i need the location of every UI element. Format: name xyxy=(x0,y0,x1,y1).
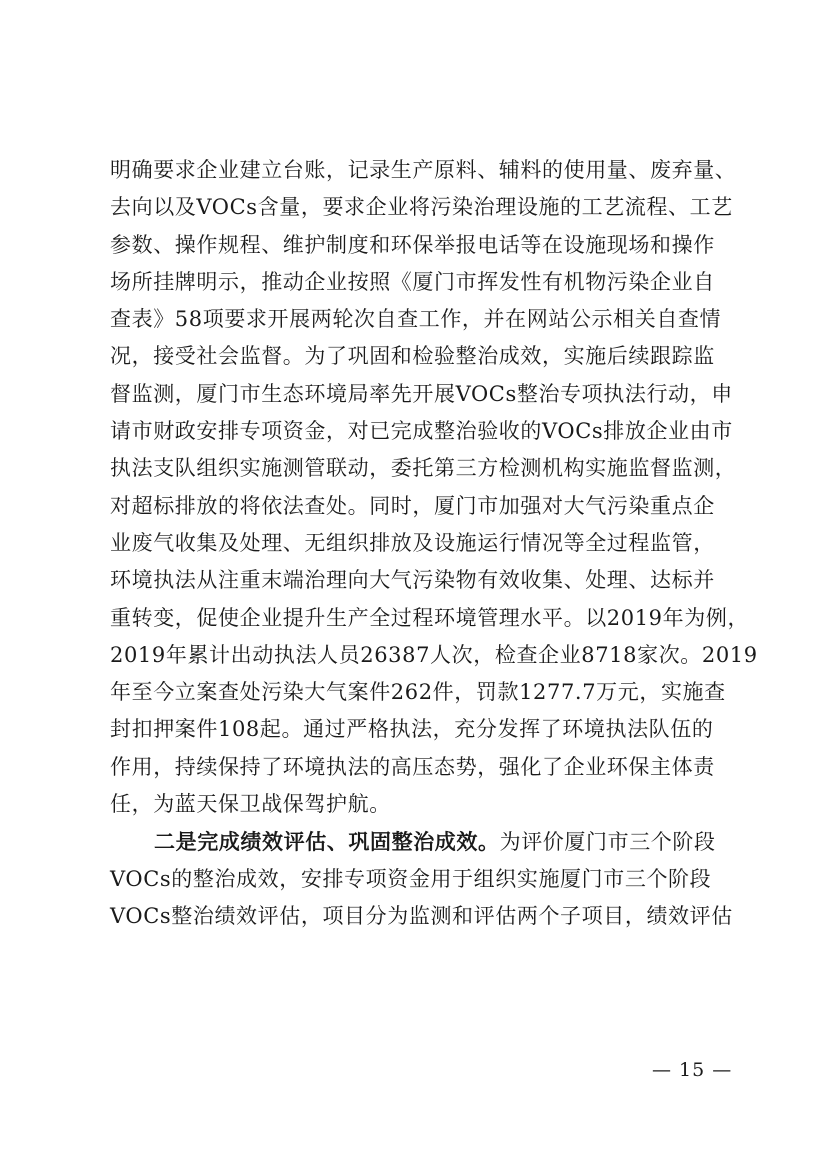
text-line: 查表》58项要求开展两轮次自查工作，并在网站公示相关自查情 xyxy=(110,307,722,332)
text-line: 任，为蓝天保卫战保驾护航。 xyxy=(110,792,391,817)
body-text xyxy=(110,152,758,935)
text-line: 督监测，厦门市生态环境局率先开展VOCs整治专项执法行动，申 xyxy=(110,381,733,406)
text-line: 去向以及VOCs含量，要求企业将污染治理设施的工艺流程、工艺 xyxy=(110,195,733,220)
paragraph-text: 为评价厦门市三个阶段 xyxy=(499,830,716,855)
text-line: 对超标排放的将依法查处。同时，厦门市加强对大气污染重点企 xyxy=(110,493,715,518)
text-line: 场所挂牌明示，推动企业按照《厦门市挥发性有机物污染企业自 xyxy=(110,269,715,294)
text-line: 环境执法从注重末端治理向大气污染物有效收集、处理、达标并 xyxy=(110,568,715,593)
text-line: 参数、操作规程、维护制度和环保举报电话等在设施现场和操作 xyxy=(110,232,715,257)
text-line: 封扣押案件108起。通过严格执法，充分发挥了环境执法队伍的 xyxy=(110,717,714,742)
text-line: VOCs整治绩效评估，项目分为监测和评估两个子项目，绩效评估 xyxy=(110,903,733,928)
paragraph-heading: 二是完成绩效评估、巩固整治成效。 xyxy=(154,829,500,855)
text-line: 重转变，促使企业提升生产全过程环境管理水平。以2019年为例， xyxy=(110,605,750,630)
text-line: 2019年累计出动执法人员26387人次，检查企业8718家次。2019 xyxy=(110,642,758,667)
text-line: 况，接受社会监督。为了巩固和检验整治成效，实施后续跟踪监 xyxy=(110,344,715,369)
text-line: 请市财政安排专项资金，对已完成整治验收的VOCs排放企业由市 xyxy=(110,419,733,444)
text-line: 业废气收集及处理、无组织排放及设施运行情况等全过程监管， xyxy=(110,530,715,555)
text-line: VOCs的整治成效，安排专项资金用于组织实施厦门市三个阶段 xyxy=(110,866,712,891)
text-line: 作用，持续保持了环境执法的高压态势，强化了企业环保主体责 xyxy=(110,754,715,779)
page-number: — 15 — xyxy=(652,1059,733,1081)
text-line: 年至今立案查处污染大气案件262件，罚款1277.7万元，实施查 xyxy=(110,680,726,705)
paragraph-2-first-line xyxy=(110,823,730,860)
text-line: 执法支队组织实施测管联动，委托第三方检测机构实施监督监测， xyxy=(110,456,737,481)
text-line: 明确要求企业建立台账，记录生产原料、辅料的使用量、废弃量、 xyxy=(110,158,737,182)
